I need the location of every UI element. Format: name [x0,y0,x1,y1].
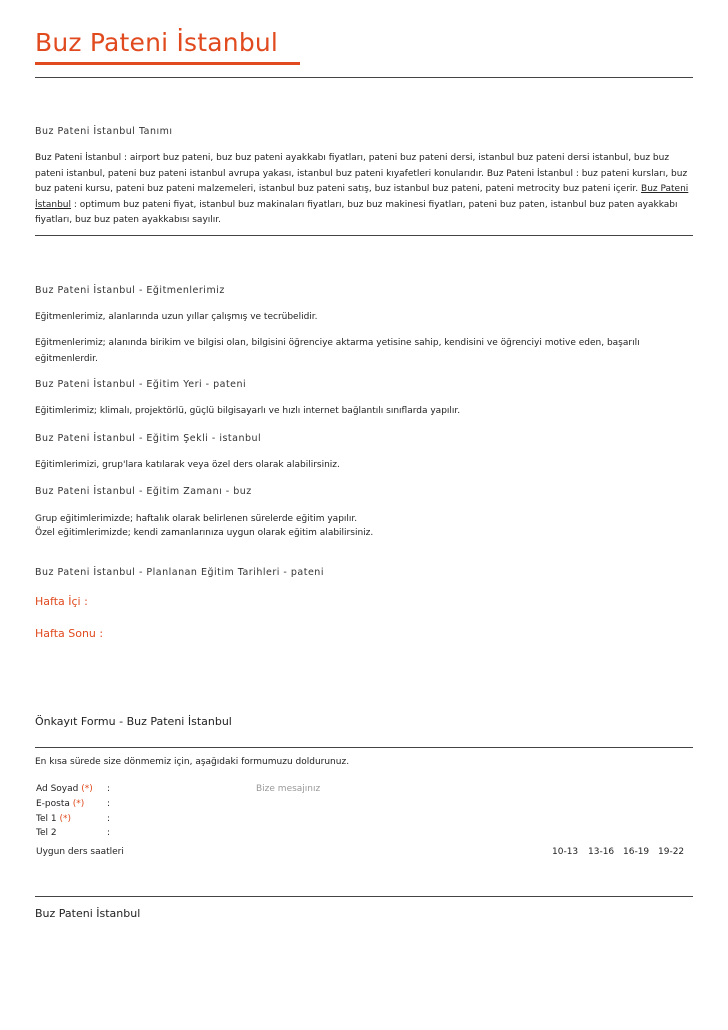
message-textarea[interactable]: Bize mesajınız [256,784,321,794]
description-link[interactable]: Buz Pateni İstanbul [35,184,689,210]
location-text: Eğitimlerimiz; klimalı, projektörlü, güçlü bilgisayarlı ve hızlı internet bağlantılı sınıflarda yapılır. [35,406,461,416]
divider [35,77,693,78]
format-text: Eğitimlerimizi, grup'lara katılarak veya özel ders olarak alabilirsiniz. [35,460,340,470]
title-underline [35,62,300,65]
tel2-label-text: Tel 2 [36,828,57,838]
section-heading-egitmenler: Buz Pateni İstanbul - Eğitmenlerimiz [35,285,225,296]
section-heading-sekil: Buz Pateni İstanbul - Eğitim Şekli - istanbul [35,433,262,444]
section-heading-tanim: Buz Pateni İstanbul Tanımı [35,126,173,137]
email-field-label [36,799,84,809]
description-text-1: Buz Pateni İstanbul : airport buz pateni, buz buz pateni ayakkabı fiyatları, pateni buz pateni dersi, istanbul buz pateni dersi istanbul, buz buz pateni istanbul, pateni buz pateni istanbul avrupa yakası, istanbul buz pateni kıyafetleri konularıdır. Buz Pateni İstanbul : buz pateni kursları, buz buz pateni kursu, pateni buz pateni malzemeleri, istanbul buz pateni satış, buz istanbul buz pateni, pateni metrocity buz pateni içerir. [35,153,688,194]
hour-option-13-16[interactable]: 13-16 [588,847,615,857]
hour-option-19-22[interactable]: 19-22 [658,847,685,857]
name-label-text: Ad Soyad [36,784,79,794]
divider [35,235,693,236]
name-field-label [36,784,93,794]
hour-option-10-13[interactable]: 10-13 [552,847,579,857]
form-heading: Önkayıt Formu - Buz Pateni İstanbul [35,715,232,728]
required-mark: (*) [81,784,93,794]
tel1-label-text: Tel 1 [36,814,57,824]
description-text-2: : optimum buz pateni fiyat, istanbul buz makinaları fiyatları, buz buz makinesi fiyatları, pateni buz paten, istanbul buz paten ayakkabı fiyatları, buz buz paten ayakkabısı sayılır. [35,199,678,225]
email-field-colon: : [107,799,111,809]
schedule-text-group: Grup eğitimlerimizde; haftalık olarak belirlenen sürelerde eğitim yapılır. [35,514,358,524]
schedule-text-private: Özel eğitimlerimizde; kendi zamanlarınıza uygun olarak eğitim alabilirsiniz. [35,528,374,538]
instructors-text: Eğitmenlerimiz, alanlarında uzun yıllar çalışmış ve tecrübelidir. [35,312,318,322]
weekend-label: Hafta Sonu : [35,627,104,640]
tel1-field-label [36,814,71,824]
name-field-colon: : [107,784,111,794]
email-label-text: E-posta [36,799,70,809]
weekday-label: Hafta İçi : [35,595,88,608]
required-mark: (*) [59,814,71,824]
section-heading-zaman: Buz Pateni İstanbul - Eğitim Zamanı - buz [35,486,252,497]
tel2-field-label [36,828,57,838]
instructors-detail: Eğitmenlerimiz; alanında birikim ve bilgisi olan, bilgisini öğrenciye aktarma yetisine sahip, kendisini ve öğrenciyi motive eden, başarılı eğitmenlerdir. [35,338,640,364]
form-intro: En kısa sürede size dönmemiz için, aşağıdaki formumuzu doldurunuz. [35,757,350,767]
divider [35,896,693,897]
required-mark: (*) [72,799,85,809]
page-title: Buz Pateni İstanbul [35,28,279,57]
hour-option-16-19[interactable]: 16-19 [623,847,650,857]
description-paragraph [35,151,695,229]
section-heading-plan: Buz Pateni İstanbul - Planlanan Eğitim Tarihleri - pateni [35,567,324,578]
tel2-field-colon: : [107,828,111,838]
tel1-field-colon: : [107,814,111,824]
section-heading-yer: Buz Pateni İstanbul - Eğitim Yeri - pateni [35,379,247,390]
footer-title: Buz Pateni İstanbul [35,907,141,920]
hours-label: Uygun ders saatleri [36,847,124,857]
divider [35,747,693,748]
